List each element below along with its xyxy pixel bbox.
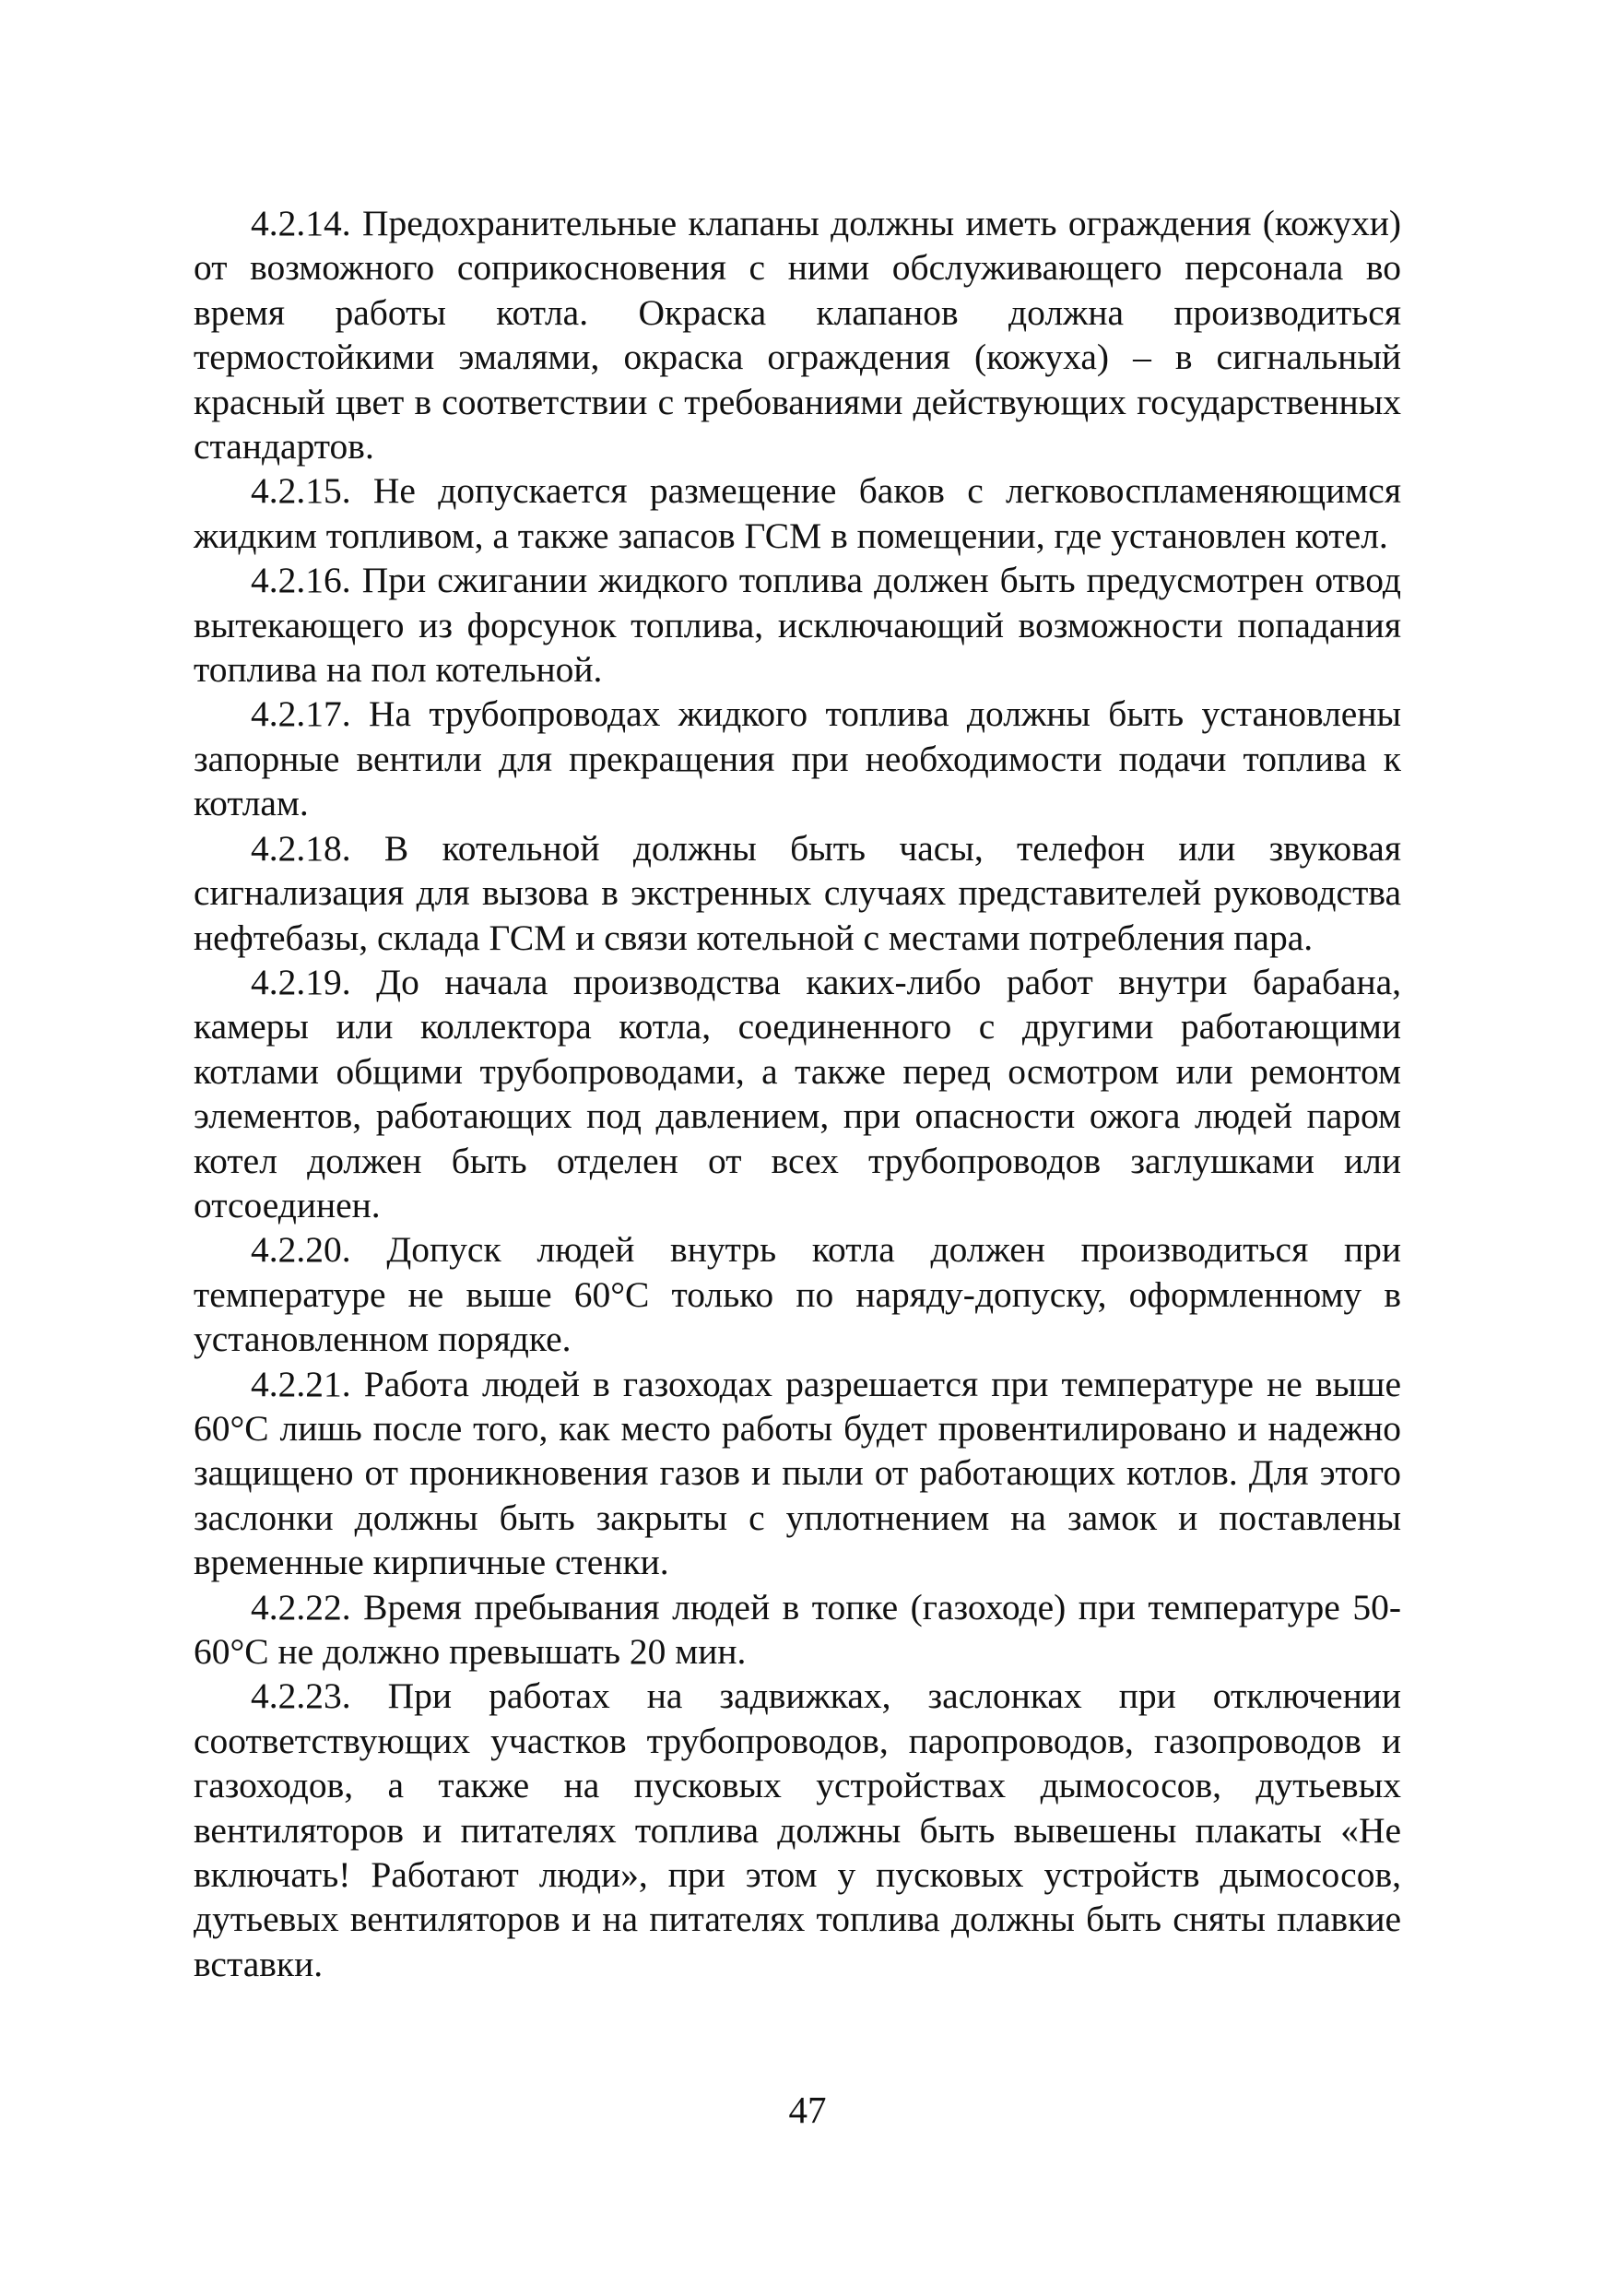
paragraph-4-2-23: 4.2.23. При работах на задвижках, заслонках при отключении соответствующих участков трубопроводов, паропроводов, газопроводов и газоходов, а также на пусковых устройствах дымососов, дутьевых вентиляторов и питателях топлива должны быть вывешены плакаты «Не включать! Работают люди», при этом у пусковых устройств дымососов, дутьевых вентиляторов и на питателях топлива должны быть сняты плавкие вставки. xyxy=(194,1675,1401,1984)
paragraph-4-2-17: 4.2.17. На трубопроводах жидкого топлива должны быть установлены запорные вентили для прекращения при необходимости подачи топлива к котлам. xyxy=(194,693,1401,824)
paragraph-4-2-19: 4.2.19. До начала производства каких-либо работ внутри барабана, камеры или коллектора котла, соединенного с другими работающими котлами общими трубопроводами, а также перед осмотром или ремонтом элементов, работающих под давлением, при опасности ожога людей паром котел должен быть отделен от всех трубопроводов заглушками или отсоединен. xyxy=(194,961,1401,1225)
paragraph-4-2-18: 4.2.18. В котельной должны быть часы, телефон или звуковая сигнализация для вызова в экстренных случаях представителей руководства нефтебазы, склада ГСМ и связи котельной с местами потребления пара. xyxy=(194,827,1401,958)
page-number: 47 xyxy=(788,2089,827,2131)
document-body xyxy=(194,201,1401,1986)
paragraph-4-2-14: 4.2.14. Предохранительные клапаны должны иметь ограждения (кожухи) от возможного соприкосновения с ними обслуживающего персонала во время работы котла. Окраска клапанов должна производиться термостойкими эмалями, окраска ограждения (кожуха) – в сигнальный красный цвет в соответствии с требованиями действующих государственных стандартов. xyxy=(194,203,1401,467)
paragraph-4-2-16: 4.2.16. При сжигании жидкого топлива должен быть предусмотрен отвод вытекающего из форсунок топлива, исключающий возможности попадания топлива на пол котельной. xyxy=(194,560,1401,691)
paragraph-4-2-20: 4.2.20. Допуск людей внутрь котла должен производиться при температуре не выше 60°С только по наряду-допуску, оформленному в установленном порядке. xyxy=(194,1229,1401,1360)
paragraph-4-2-21: 4.2.21. Работа людей в газоходах разрешается при температуре не выше 60°С лишь после того, как место работы будет провентилировано и надежно защищено от проникновения газов и пыли от работающих котлов. Для этого заслонки должны быть закрыты с уплотнением на замок и поставлены временные кирпичные стенки. xyxy=(194,1363,1401,1583)
paragraph-4-2-15: 4.2.15. Не допускается размещение баков с легковоспламеняющимся жидким топливом, а также запасов ГСМ в помещении, где установлен котел. xyxy=(194,470,1401,556)
paragraph-4-2-22: 4.2.22. Время пребывания людей в топке (газоходе) при температуре 50-60°С не должно превышать 20 мин. xyxy=(194,1586,1401,1672)
